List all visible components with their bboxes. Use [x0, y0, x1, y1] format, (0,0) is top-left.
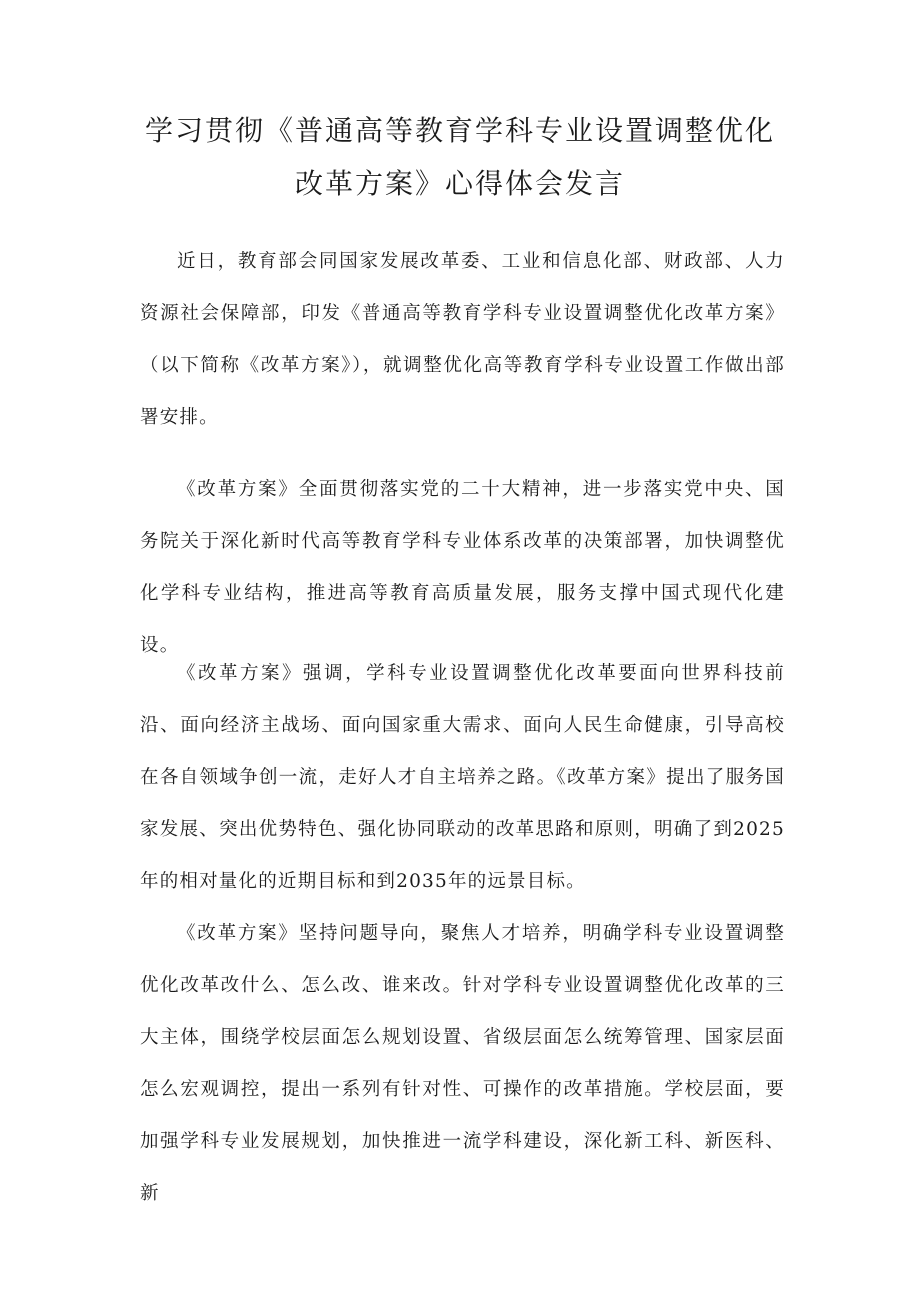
- paragraph-2: 《改革方案》全面贯彻落实党的二十大精神，进一步落实党中央、国务院关于深化新时代高等教育学科专业体系改革的决策部署，加快调整优化学科专业结构，推进高等教育高质量发展，服务支撑中国式现代化建设。: [140, 479, 785, 656]
- document-title: 学习贯彻《普通高等教育学科专业设置调整优化改革方案》心得体会发言: [144, 114, 775, 200]
- paragraph-3: 《改革方案》强调，学科专业设置调整优化改革要面向世界科技前沿、面向经济主战场、面向国家重大需求、面向人民生命健康，引导高校在各自领域争创一流，走好人才自主培养之路。《改革方案》提出了服务国家发展、突出优势特色、强化协同联动的改革思路和原则，明确了到2025年的相对量化的近期目标和到2035年的远景目标。: [140, 663, 785, 892]
- paragraph-4: 《改革方案》坚持问题导向，聚焦人才培养，明确学科专业设置调整优化改革改什么、怎么改、谁来改。针对学科专业设置调整优化改革的三大主体，围绕学校层面怎么规划设置、省级层面怎么统筹管理、国家层面怎么宏观调控，提出一系列有针对性、可操作的改革措施。学校层面，要加强学科专业发展规划，加快推进一流学科建设，深化新工科、新医科、新: [140, 923, 785, 1204]
- paragraph-1: 近日，教育部会同国家发展改革委、工业和信息化部、财政部、人力资源社会保障部，印发《普通高等教育学科专业设置调整优化改革方案》（以下简称《改革方案》），就调整优化高等教育学科专业设置工作做出部署安排。: [140, 251, 785, 428]
